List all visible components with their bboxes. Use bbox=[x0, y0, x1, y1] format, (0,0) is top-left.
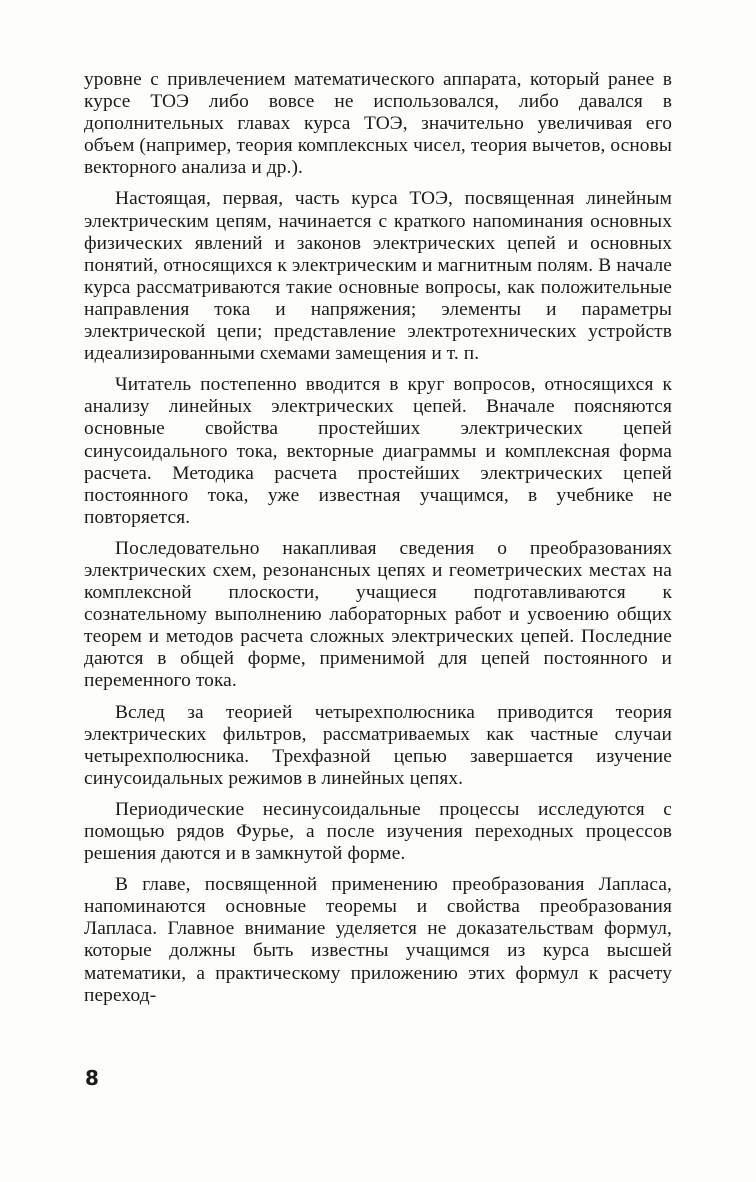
body-text bbox=[84, 69, 672, 1016]
paragraph-6: Периодические несинусоидальные процессы исследуются с помощью рядов Фурье, а после изучения переходных процессов решения даются и в замкнутой форме. bbox=[84, 798, 672, 865]
paragraph-2: Настоящая, первая, часть курса ТОЭ, посвященная линейным электрическим цепям, начинается с краткого напоминания основных физических явлений и законов электрических цепей и основных понятий, относящихся к электрическим и магнитным полям. В начале курса рассматриваются такие основные вопросы, как положительные направления тока и напряжения; элементы и параметры электрической цепи; представление электротехнических устройств идеализированными схемами замещения и т. п. bbox=[84, 188, 672, 365]
paragraph-7: В главе, посвященной применению преобразования Лапласа, напоминаются основные теоремы и свойства преобразования Лапласа. Главное внимание уделяется не доказательствам формул, которые должны быть известны учащимся из курса высшей математики, а практическому приложению этих формул к расчету переход- bbox=[84, 874, 672, 1006]
paragraph-5: Вслед за теорией четырехполюсника приводится теория электрических фильтров, рассматриваемых как частные случаи четырехполюсника. Трехфазной цепью завершается изучение синусоидальных режимов в линейных цепях. bbox=[84, 701, 672, 789]
paragraph-4: Последовательно накапливая сведения о преобразованиях электрических схем, резонансных цепях и геометрических местах на комплексной плоскости, учащиеся подготавливаются к сознательному выполнению лабораторных работ и усвоению общих теорем и методов расчета сложных электрических цепей. Последние даются в общей форме, применимой для цепей постоянного и переменного тока. bbox=[84, 537, 672, 692]
page-number: 8 bbox=[85, 1066, 99, 1090]
paragraph-1: уровне с привлечением математического аппарата, который ранее в курсе ТОЭ либо вовсе не использовался, либо давался в дополнительных главах курса ТОЭ, значительно увеличивая его объем (например, теория комплексных чисел, теория вычетов, основы векторного анализа и др.). bbox=[84, 69, 672, 179]
paragraph-3: Читатель постепенно вводится в круг вопросов, относящихся к анализу линейных электрических цепей. Вначале поясняются основные свойства простейших электрических цепей синусоидального тока, векторные диаграммы и комплексная форма расчета. Методика расчета простейших электрических цепей постоянного тока, уже известная учащимся, в учебнике не повторяется. bbox=[84, 374, 672, 528]
